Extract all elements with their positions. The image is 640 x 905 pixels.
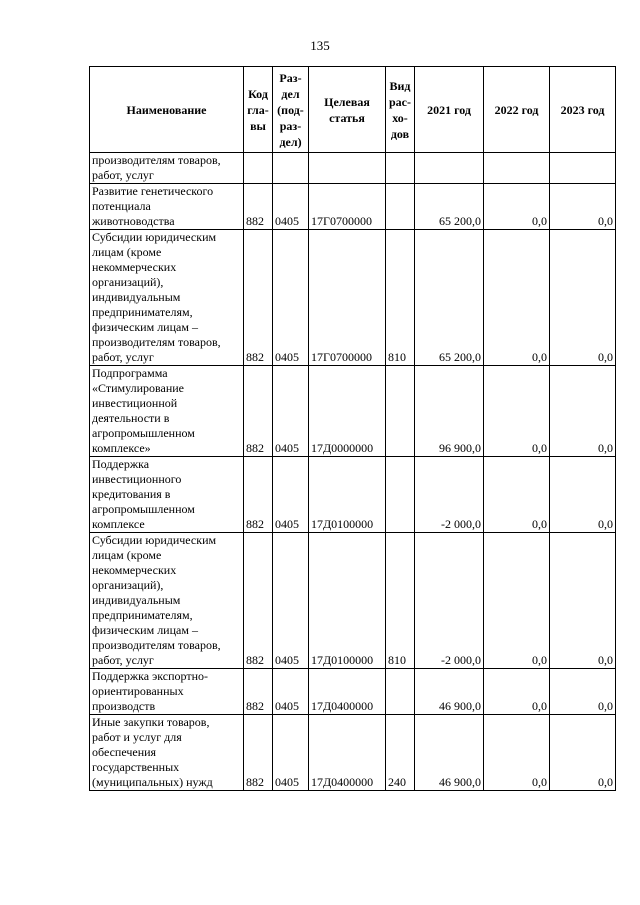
cell-y2023: 0,0 [550,457,616,533]
cell-expense-type [386,457,415,533]
cell-y2021: -2 000,0 [415,457,484,533]
cell-section: 0405 [273,230,309,366]
header-article: Целевая статья [309,67,386,153]
cell-expense-type: 810 [386,533,415,669]
cell-name: Иные закупки товаров, работ и услуг для обеспечения государственных (муниципальных) нужд [90,715,244,791]
table-row [90,457,616,533]
cell-name: Подпрограмма «Стимулирование инвестиционной деятельности в агропромышленном комплексе» [90,366,244,457]
cell-article [309,153,386,184]
cell-code: 882 [244,184,273,230]
cell-y2023: 0,0 [550,669,616,715]
table-row [90,230,616,366]
cell-y2022: 0,0 [484,669,550,715]
cell-section: 0405 [273,715,309,791]
cell-section: 0405 [273,533,309,669]
cell-code: 882 [244,457,273,533]
cell-section: 0405 [273,669,309,715]
cell-y2021: 65 200,0 [415,184,484,230]
cell-name: Субсидии юридическим лицам (кроме некоммерческих организаций), индивидуальным предпринимателям, физическим лицам – производителям товаров, работ, услуг [90,533,244,669]
cell-y2022: 0,0 [484,366,550,457]
cell-y2022: 0,0 [484,533,550,669]
cell-y2023: 0,0 [550,715,616,791]
header-code: Код гла- вы [244,67,273,153]
table-row [90,533,616,669]
cell-y2021 [415,153,484,184]
budget-table [89,66,616,791]
cell-section [273,153,309,184]
cell-code: 882 [244,669,273,715]
cell-article: 17Д0100000 [309,533,386,669]
header-section: Раз- дел (под- раз- дел) [273,67,309,153]
cell-code: 882 [244,533,273,669]
cell-y2021: 65 200,0 [415,230,484,366]
cell-y2021: 46 900,0 [415,669,484,715]
cell-article: 17Г0700000 [309,230,386,366]
cell-y2023: 0,0 [550,366,616,457]
cell-expense-type [386,184,415,230]
cell-name: Поддержка инвестиционного кредитования в агропромышленном комплексе [90,457,244,533]
cell-expense-type [386,669,415,715]
cell-article: 17Д0000000 [309,366,386,457]
cell-expense-type [386,153,415,184]
cell-y2021: 46 900,0 [415,715,484,791]
table-row [90,669,616,715]
cell-y2023: 0,0 [550,230,616,366]
cell-y2023 [550,153,616,184]
cell-y2022 [484,153,550,184]
table-body [90,153,616,791]
cell-article: 17Д0400000 [309,669,386,715]
cell-y2022: 0,0 [484,230,550,366]
cell-article: 17Г0700000 [309,184,386,230]
cell-section: 0405 [273,184,309,230]
cell-expense-type: 240 [386,715,415,791]
cell-name: Развитие генетического потенциала животноводства [90,184,244,230]
cell-code: 882 [244,715,273,791]
table-row [90,715,616,791]
cell-code: 882 [244,230,273,366]
cell-name: производителям товаров, работ, услуг [90,153,244,184]
header-2021: 2021 год [415,67,484,153]
header-2023: 2023 год [550,67,616,153]
cell-article: 17Д0100000 [309,457,386,533]
cell-name: Субсидии юридическим лицам (кроме некоммерческих организаций), индивидуальным предпринимателям, физическим лицам – производителям товаров, работ, услуг [90,230,244,366]
cell-y2023: 0,0 [550,533,616,669]
cell-expense-type: 810 [386,230,415,366]
cell-expense-type [386,366,415,457]
table-row [90,366,616,457]
cell-y2021: -2 000,0 [415,533,484,669]
cell-y2022: 0,0 [484,457,550,533]
cell-y2023: 0,0 [550,184,616,230]
cell-y2022: 0,0 [484,715,550,791]
header-name: Наименование [90,67,244,153]
cell-section: 0405 [273,366,309,457]
cell-name: Поддержка экспортно- ориентированных производств [90,669,244,715]
cell-y2021: 96 900,0 [415,366,484,457]
cell-code: 882 [244,366,273,457]
table-header-row [90,67,616,153]
cell-article: 17Д0400000 [309,715,386,791]
header-2022: 2022 год [484,67,550,153]
cell-code [244,153,273,184]
header-expense-type: Вид рас- хо- дов [386,67,415,153]
table-row [90,184,616,230]
page-number: 135 [310,38,330,53]
cell-y2022: 0,0 [484,184,550,230]
table-row [90,153,616,184]
cell-section: 0405 [273,457,309,533]
